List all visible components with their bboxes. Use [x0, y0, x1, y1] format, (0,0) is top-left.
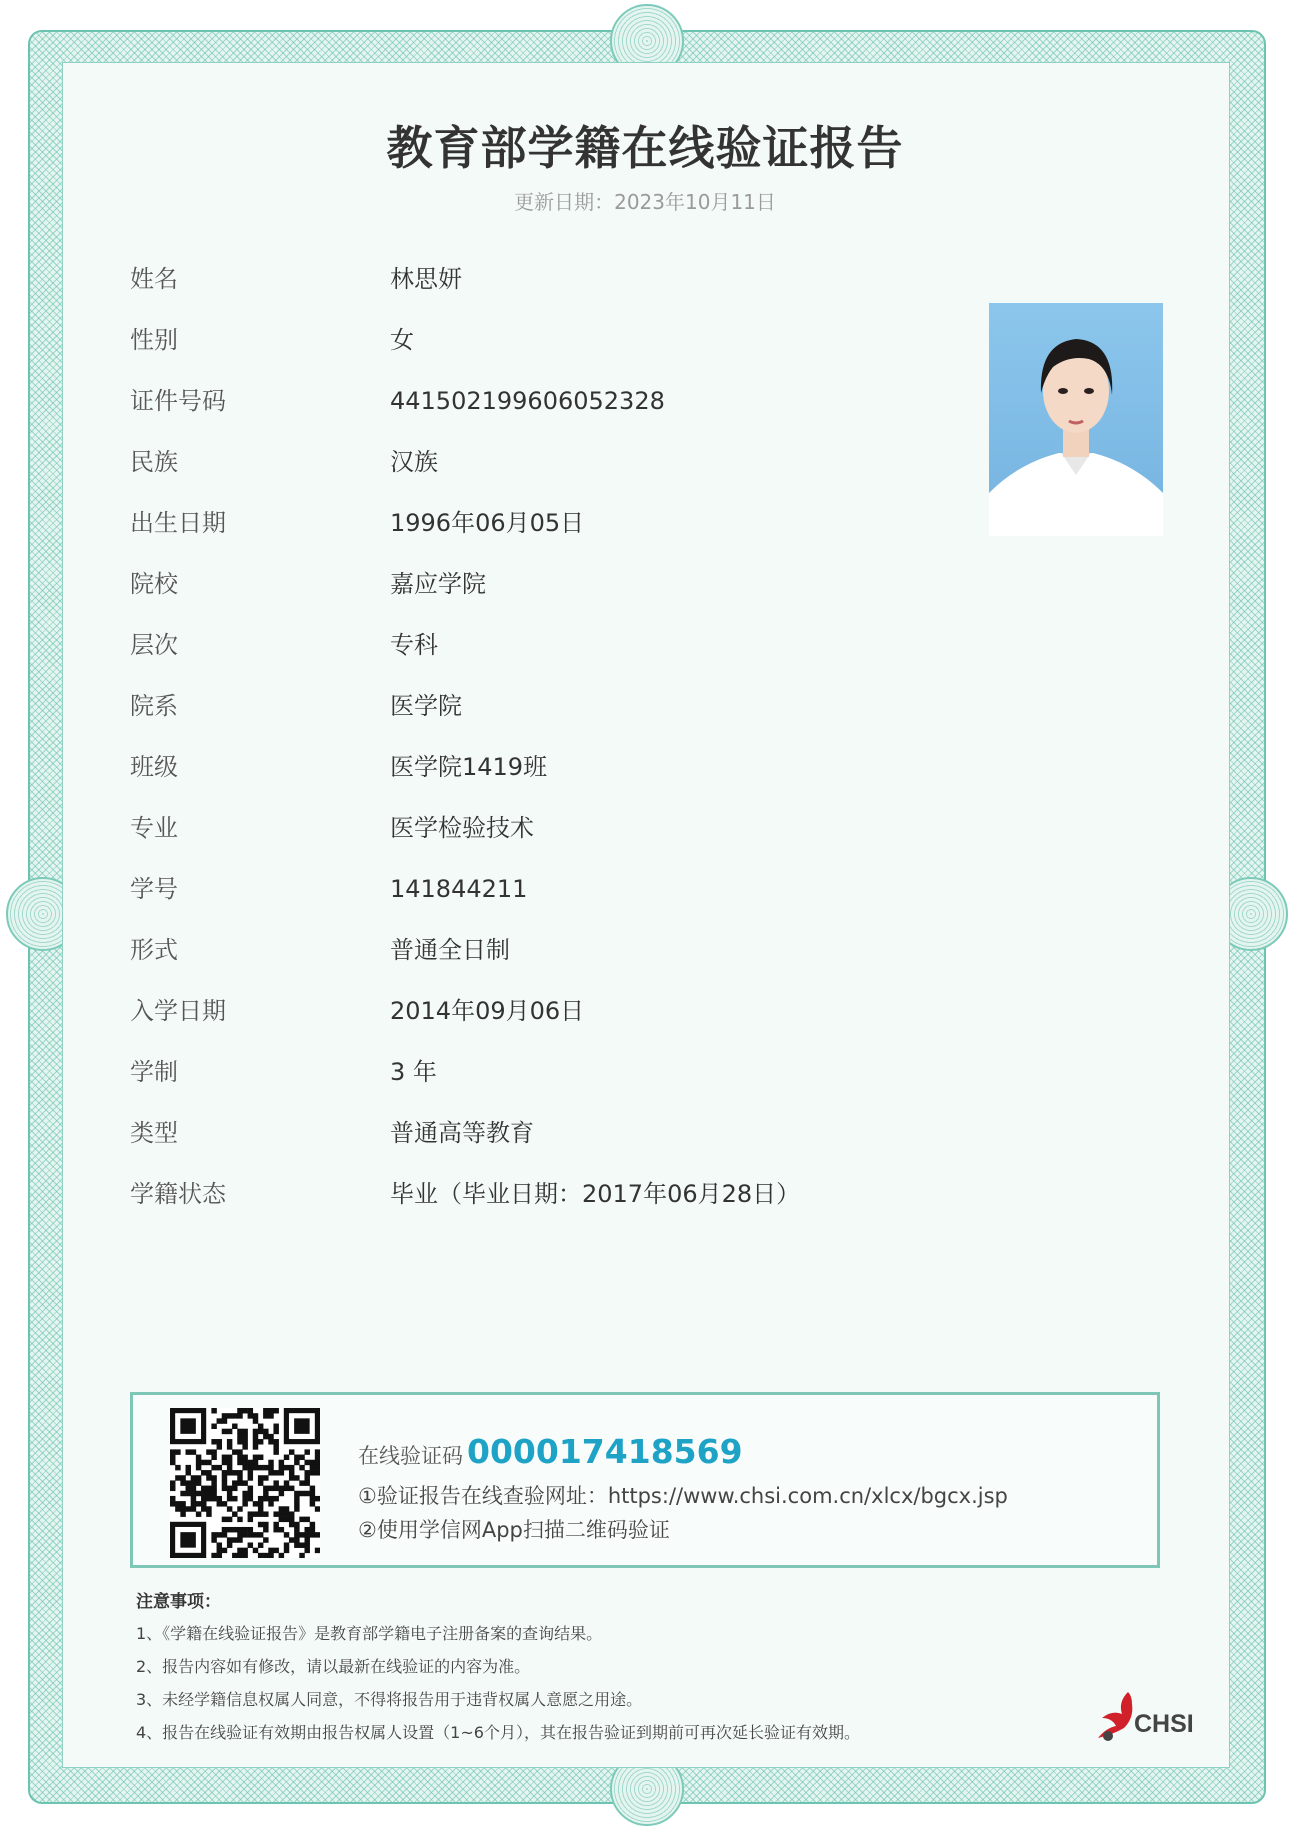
- qr-code[interactable]: [170, 1408, 320, 1558]
- field-label: 入学日期: [130, 997, 226, 1025]
- field-label: 专业: [130, 814, 178, 842]
- field-row-enrollment-date: [130, 985, 930, 1046]
- field-label: 类型: [130, 1119, 178, 1147]
- field-row-level: [130, 619, 930, 680]
- student-photo: [989, 303, 1163, 536]
- field-row-type: [130, 1107, 930, 1168]
- notes-title: 注意事项：: [136, 1592, 221, 1612]
- field-row-school: [130, 558, 930, 619]
- notes-section: [136, 1587, 1096, 1749]
- field-label: 学号: [130, 875, 178, 903]
- field-value: 2014年09月06日: [390, 997, 585, 1025]
- field-row-duration: [130, 1046, 930, 1107]
- field-value: 毕业（毕业日期：2017年06月28日）: [390, 1180, 801, 1208]
- field-value: 3 年: [390, 1058, 437, 1086]
- field-row-department: [130, 680, 930, 741]
- field-row-name: [130, 253, 930, 314]
- verification-code: 000017418569: [467, 1432, 743, 1471]
- update-date: 更新日期：2023年10月11日: [514, 190, 776, 214]
- verification-app-line: ②使用学信网App扫描二维码验证: [358, 1518, 670, 1542]
- field-label: 出生日期: [130, 509, 226, 537]
- field-value: 普通全日制: [390, 936, 510, 964]
- field-label: 院系: [130, 692, 178, 720]
- online-verification-box: [130, 1392, 1160, 1568]
- verification-url-line: ①验证报告在线查验网址：https://www.chsi.com.cn/xlcx/bgcx.jsp: [358, 1484, 1008, 1508]
- field-value: 141844211: [390, 875, 528, 903]
- field-value: 普通高等教育: [390, 1119, 534, 1147]
- chsi-logo: [1088, 1688, 1198, 1748]
- field-value: 女: [390, 326, 414, 354]
- field-label: 民族: [130, 448, 178, 476]
- field-row-form: [130, 924, 930, 985]
- note-item: 2、报告内容如有修改，请以最新在线验证的内容为准。: [136, 1657, 531, 1676]
- field-row-student-id: [130, 863, 930, 924]
- field-row-major: [130, 802, 930, 863]
- note-item: 4、报告在线验证有效期由报告权属人设置（1~6个月），其在报告验证到期前可再次延长验证有效期。: [136, 1723, 860, 1742]
- field-label: 证件号码: [130, 387, 226, 415]
- chsi-logo-text: CHSI: [1134, 1710, 1194, 1738]
- field-label: 性别: [130, 326, 178, 354]
- document-title: 教育部学籍在线验证报告: [386, 121, 904, 175]
- field-row-gender: [130, 314, 930, 375]
- field-label: 学制: [130, 1058, 178, 1086]
- field-value: 1996年06月05日: [390, 509, 585, 537]
- field-label: 姓名: [130, 265, 178, 293]
- field-value: 林思妍: [390, 265, 462, 293]
- field-label: 学籍状态: [130, 1180, 226, 1208]
- field-value: 嘉应学院: [390, 570, 486, 598]
- verification-info: [358, 1425, 1008, 1547]
- field-row-ethnicity: [130, 436, 930, 497]
- field-value: 汉族: [390, 448, 438, 476]
- field-label: 院校: [130, 570, 178, 598]
- field-value: 医学院: [390, 692, 462, 720]
- field-row-status: [130, 1168, 930, 1229]
- field-label: 层次: [130, 631, 178, 659]
- field-row-class: [130, 741, 930, 802]
- student-info-list: [130, 253, 930, 1229]
- note-item: 1、《学籍在线验证报告》是教育部学籍电子注册备案的查询结果。: [136, 1624, 603, 1643]
- note-item: 3、未经学籍信息权属人同意，不得将报告用于违背权属人意愿之用途。: [136, 1690, 643, 1709]
- field-label: 班级: [130, 753, 178, 781]
- verification-code-label: 在线验证码: [358, 1444, 463, 1468]
- field-value: 专科: [390, 631, 438, 659]
- field-value: 441502199606052328: [390, 387, 665, 415]
- field-row-birth-date: [130, 497, 930, 558]
- field-value: 医学检验技术: [390, 814, 534, 842]
- field-value: 医学院1419班: [390, 753, 548, 781]
- field-label: 形式: [130, 936, 178, 964]
- field-row-id-number: [130, 375, 930, 436]
